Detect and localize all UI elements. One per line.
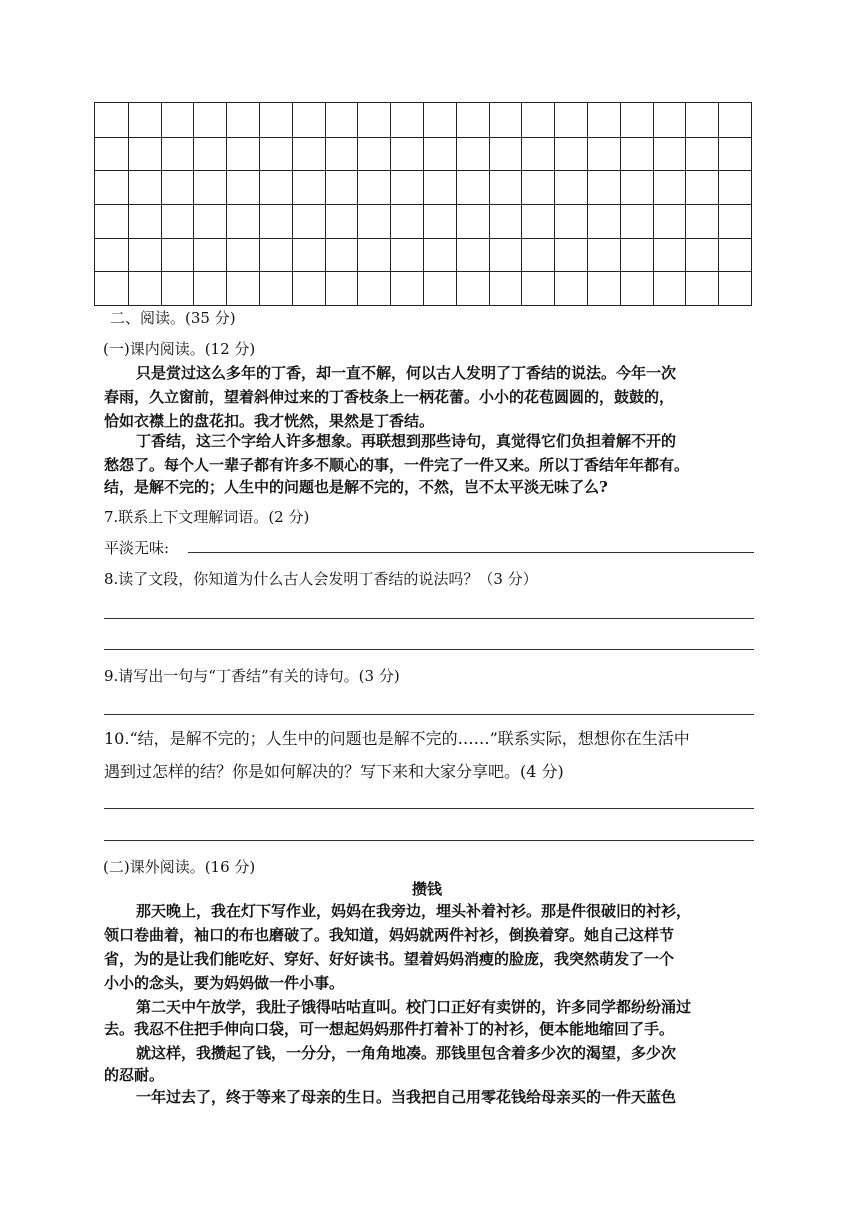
passage2-line: 领口卷曲着，袖口的布也磨破了。我知道，妈妈就两件衬衫，倒换着穿。她自己这样节 <box>104 926 675 944</box>
q7-answer-line[interactable] <box>188 552 754 553</box>
passage2-line: 第二天中午放学，我肚子饿得咕咕直叫。校门口正好有卖饼的，许多同学都纷纷涌过 <box>136 998 692 1016</box>
grid-row-line <box>95 170 751 171</box>
passage1-line: 只是赏过这么多年的丁香，却一直不解，何以古人发明了丁香结的说法。今年一次 <box>136 364 677 382</box>
part1-heading: (一)课内阅读。(12 分) <box>103 340 256 358</box>
passage2-line: 去。我忍不住把手伸向口袋，可一想起妈妈那件打着补丁的衬衫，便本能地缩回了手。 <box>104 1020 675 1038</box>
passage2-line: 那天晚上，我在灯下写作业，妈妈在我旁边，埋头补着衬衫。那是件很破旧的衬衫， <box>136 902 692 920</box>
passage1-line: 恰如衣襟上的盘花扣。我才恍然，果然是丁香结。 <box>104 412 435 430</box>
passage2-line: 省，为的是让我们能吃好、穿好、好好读书。望着妈妈消瘦的脸庞，我突然萌发了一个 <box>104 950 675 968</box>
passage1-line: 春雨，久立窗前，望着斜伸过来的丁香枝条上一柄花蕾。小小的花苞圆圆的，鼓鼓的， <box>104 388 675 406</box>
question-8: 8.读了文段，你知道为什么古人会发明丁香结的说法吗？（3 分） <box>104 570 538 588</box>
question-10-cont: 遇到过怎样的结？你是如何解决的？写下来和大家分享吧。(4 分) <box>104 762 564 781</box>
grid-row-line <box>95 238 751 239</box>
grid-row-line <box>95 204 751 205</box>
q10-answer-line[interactable] <box>104 808 754 809</box>
q7-label: 平淡无味: <box>104 539 170 557</box>
passage1-line: 结，是解不完的；人生中的问题也是解不完的，不然，岂不太平淡无味了么? <box>104 478 608 496</box>
article-title: 攒钱 <box>412 880 443 898</box>
question-9: 9.请写出一句与“丁香结”有关的诗句。(3 分) <box>104 667 400 685</box>
part2-heading: (二)课外阅读。(16 分) <box>103 858 256 876</box>
question-7: 7.联系上下文理解词语。(2 分) <box>104 508 310 526</box>
q8-answer-line[interactable] <box>104 618 754 619</box>
q9-answer-line[interactable] <box>104 714 754 715</box>
grid-row-line <box>95 271 751 272</box>
section-heading: 二、阅读。(35 分) <box>110 309 236 327</box>
question-10: 10.“结，是解不完的；人生中的问题也是解不完的……”联系实际，想想你在生活中 <box>104 729 690 748</box>
passage2-line: 的忍耐。 <box>104 1066 165 1084</box>
grid-row-line <box>95 137 751 138</box>
passage1-line: 丁香结，这三个字给人许多想象。再联想到那些诗句，真觉得它们负担着解不开的 <box>136 432 677 450</box>
passage1-line: 愁怨了。每个人一辈子都有许多不顺心的事，一件完了一件又来。所以丁香结年年都有。 <box>104 456 690 474</box>
q10-answer-line[interactable] <box>104 840 754 841</box>
q8-answer-line[interactable] <box>104 649 754 650</box>
writing-grid[interactable] <box>94 102 752 306</box>
passage2-line: 小小的念头，要为妈妈做一件小事。 <box>104 974 345 992</box>
passage2-line: 一年过去了，终于等来了母亲的生日。当我把自己用零花钱给母亲买的一件天蓝色 <box>136 1088 677 1106</box>
passage2-line: 就这样，我攒起了钱，一分分，一角角地凑。那钱里包含着多少次的渴望，多少次 <box>136 1044 677 1062</box>
